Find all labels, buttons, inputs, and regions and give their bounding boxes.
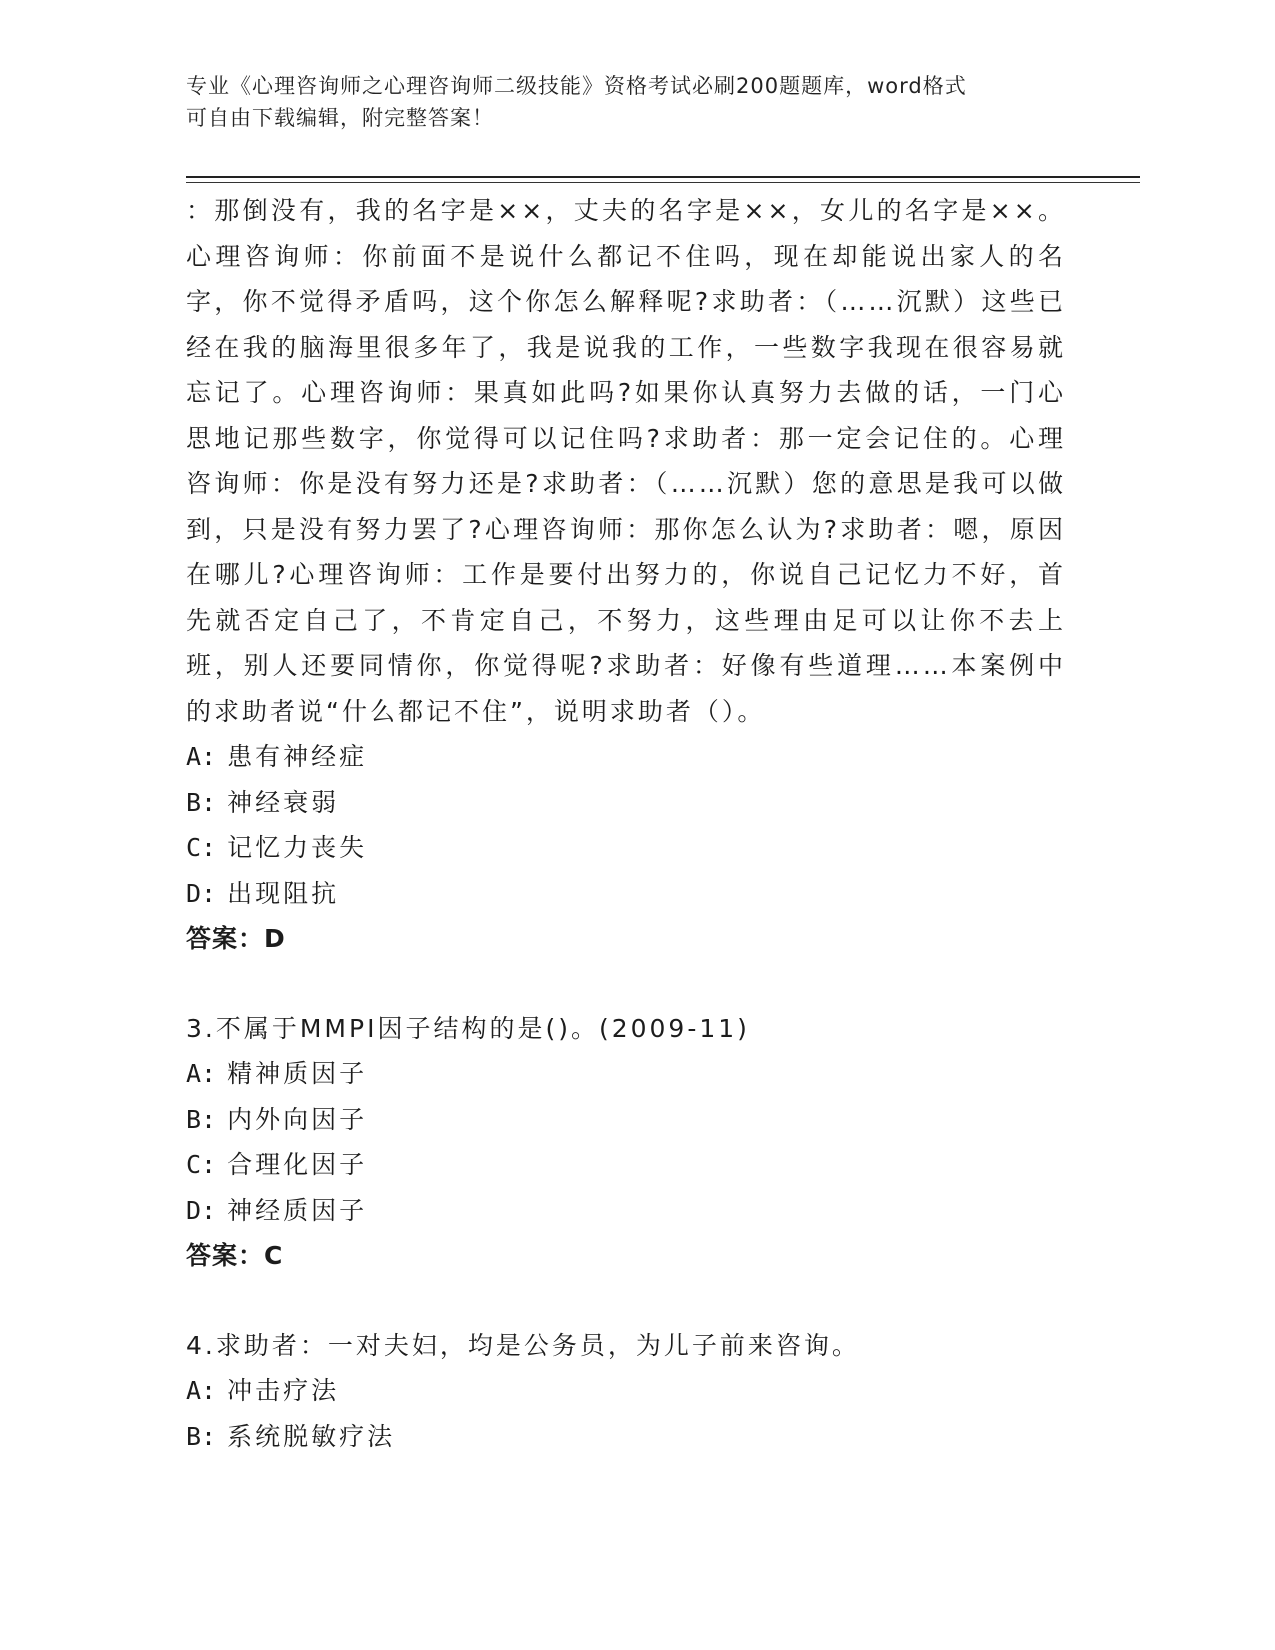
question-2-option-b: [186, 780, 1066, 826]
question-3-title: 3.不属于MMPI因子结构的是()。(2009-11): [186, 1013, 750, 1043]
spacer: [186, 962, 1066, 1006]
option-letter: D:: [186, 1195, 217, 1225]
question-2-text: ：那倒没有，我的名字是××，丈夫的名字是××，女儿的名字是××。心理咨询师：你前面不是说什么都记不住吗，现在却能说出家人的名字，你不觉得矛盾吗，这个你怎么解释呢?求助者：（……沉默）这些已经在我的脑海里很多年了，我是说我的工作，一些数字我现在很容易就忘记了。心理咨询师：果真如此吗?如果你认真努力去做的话，一门心思地记那些数字，你觉得可以记住吗?求助者：那一定会记住的。心理咨询师：你是没有努力还是?求助者：（……沉默）您的意思是我可以做到，只是没有努力罢了?心理咨询师：那你怎么认为?求助者：嗯，原因在哪儿?心理咨询师：工作是要付出努力的，你说自己记忆力不好，首先就否定自己了，不肯定自己，不努力，这些理由足可以让你不去上班，别人还要同情你，你觉得呢?求助者：好像有些道理……本案例中的求助者说“什么都记不住”，说明求助者（）。: [186, 196, 1066, 726]
option-letter: D:: [186, 878, 217, 908]
option-text: 合理化因子: [227, 1150, 368, 1179]
question-2-option-a: [186, 734, 1066, 780]
option-letter: A:: [186, 742, 217, 771]
question-2-option-c: [186, 825, 1066, 871]
option-text: 记忆力丧失: [227, 833, 368, 862]
question-4-title: 4.求助者：一对夫妇，均是公务员，为儿子前来咨询。: [186, 1330, 860, 1360]
option-text: 神经衰弱: [227, 787, 340, 817]
question-3: [186, 1006, 1066, 1279]
option-text: 患有神经症: [227, 742, 368, 771]
question-4-option-a: [186, 1368, 1066, 1414]
document-body: [186, 188, 1066, 1459]
option-text: 精神质因子: [227, 1059, 368, 1088]
question-3-option-a: [186, 1051, 1066, 1097]
option-letter: A:: [186, 1059, 217, 1088]
question-4-option-b: [186, 1414, 1066, 1460]
option-letter: B:: [186, 1104, 217, 1134]
question-3-answer: 答案：C: [186, 1241, 284, 1270]
question-2-option-d: [186, 871, 1066, 917]
header-rule-thick: [186, 176, 1140, 178]
option-letter: B:: [186, 1421, 217, 1451]
question-2-answer: 答案：D: [186, 924, 286, 953]
option-text: 内外向因子: [227, 1104, 368, 1134]
question-4: [186, 1323, 1066, 1460]
option-letter: C:: [186, 833, 217, 862]
question-2: [186, 188, 1066, 962]
option-letter: A:: [186, 1376, 217, 1405]
spacer: [186, 1279, 1066, 1323]
option-letter: B:: [186, 787, 217, 817]
option-text: 冲击疗法: [227, 1376, 340, 1405]
header-line-1: 专业《心理咨询师之心理咨询师二级技能》资格考试必刷200题题库，word格式: [186, 74, 967, 98]
question-3-option-d: [186, 1188, 1066, 1234]
header-rule-thin: [186, 182, 1140, 183]
option-text: 神经质因子: [227, 1195, 368, 1225]
question-3-option-c: [186, 1142, 1066, 1188]
option-text: 系统脱敏疗法: [227, 1421, 396, 1451]
question-3-option-b: [186, 1097, 1066, 1143]
option-text: 出现阻抗: [227, 878, 340, 908]
option-letter: C:: [186, 1150, 217, 1179]
page-header: [186, 70, 1066, 134]
header-line-2: 可自由下载编辑，附完整答案！: [186, 106, 494, 130]
